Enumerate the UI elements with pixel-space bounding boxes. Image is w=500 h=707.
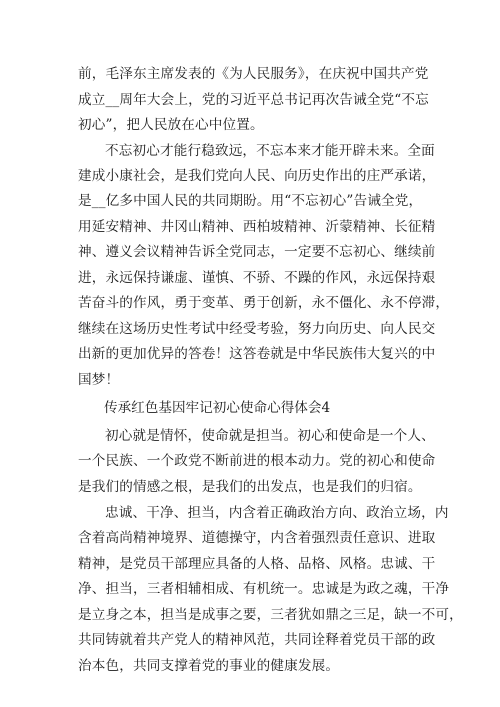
text-line: 一个民族、一个政党不断前进的根本动力。党的初心和使命	[78, 453, 436, 469]
text-line: 继续在这场历史性考试中经受考验，努力向历史、向人民交	[78, 321, 436, 337]
text-line: 初心”，把人民放在心中位置。	[78, 117, 264, 133]
text-line: 成立__周年大会上，党的习近平总书记再次告诫全党“不忘	[78, 92, 429, 108]
text-line: 苦奋斗的作风，勇于变革、勇于创新，永不僵化、永不停滞，	[78, 295, 450, 311]
text-line: 建成小康社会，是我们党向人民、向历史作出的庄严承诺，	[78, 168, 436, 184]
section-heading: 传承红色基因牢记初心使命心得体会4	[104, 400, 331, 416]
text-line: 净、担当，三者相辅相成、有机统一。忠诚是为政之魂，干净	[78, 581, 450, 597]
text-line: 进，永远保持谦虚、谨慎、不骄、不躁的作风，永远保持艰	[78, 270, 436, 286]
text-line: 治本色，共同支撑着党的事业的健康发展。	[78, 658, 340, 674]
text-line: 初心就是情怀，使命就是担当。初心和使命是一个人、	[105, 428, 435, 444]
text-line: 忠诚、干净、担当，内含着正确政治方向、政治立场，内	[105, 505, 449, 521]
text-line: 前，毛泽东主席发表的《为人民服务》，在庆祝中国共产党	[78, 66, 429, 82]
text-line: 国梦！	[78, 372, 120, 388]
text-line: 精神，是党员干部理应具备的人格、品格、风格。忠诚、干	[78, 556, 436, 572]
text-line: 用延安精神、井冈山精神、西柏坡精神、沂蒙精神、长征精	[78, 219, 436, 235]
text-line: 是我们的情感之根，是我们的出发点，也是我们的归宿。	[78, 479, 422, 495]
text-line: 不忘初心才能行稳致远，不忘本来才能开辟未来。全面	[105, 143, 435, 159]
text-line: 共同铸就着共产党人的精神风范，共同诠释着党员干部的政	[78, 632, 436, 648]
text-line: 是__亿多中国人民的共同期盼。用“不忘初心”告诫全党，	[78, 193, 423, 209]
text-line: 神、遵义会议精神告诉全党同志，一定要不忘初心、继续前	[78, 244, 436, 260]
text-line: 出新的更加优异的答卷！这答卷就是中华民族伟大复兴的中	[78, 346, 436, 362]
text-line: 含着高尚精神境界、道德操守，内含着强烈责任意识、进取	[78, 530, 436, 546]
text-line: 是立身之本，担当是成事之要，三者犹如鼎之三足，缺一不可，	[78, 607, 463, 623]
